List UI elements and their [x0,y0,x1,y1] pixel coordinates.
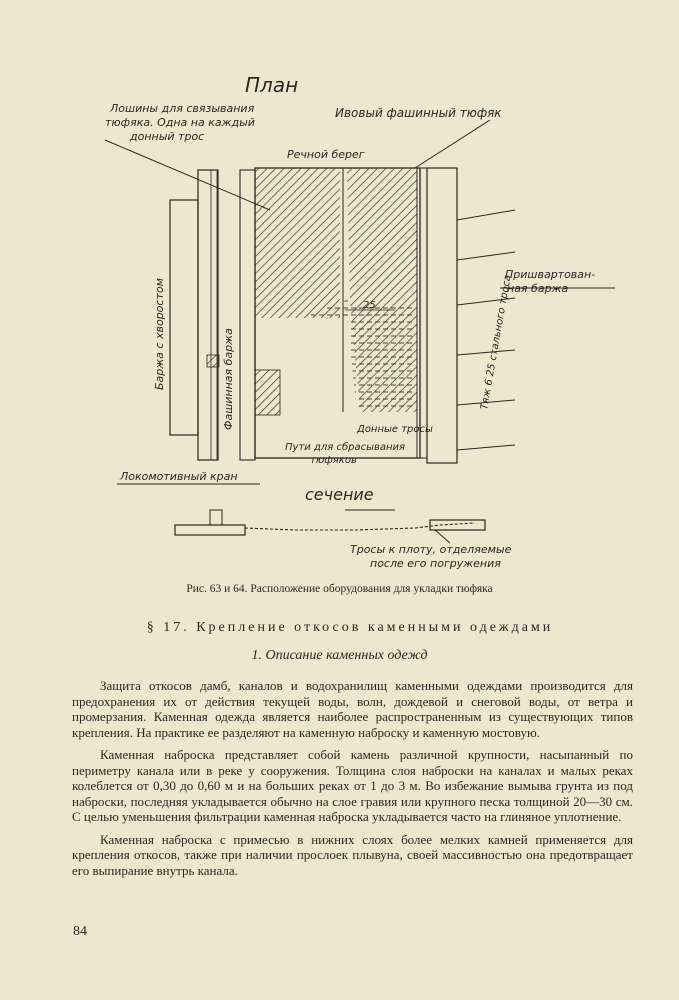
label-steel-rope: Тяж 6 25 стального троса [479,274,514,411]
crane-track [240,170,255,460]
section-rope [245,523,475,530]
dimension-25: 25 [363,300,376,311]
figure-caption: Рис. 63 и 64. Расположение оборудования для укладки тюфяка [186,583,493,595]
leader-ropes-raft [435,530,450,543]
label-ropes-line1: Лошины для связывания [110,102,255,115]
mattress-hatched-left [255,168,340,318]
label-moored-line2: ная баржа [507,282,569,295]
label-paths-line2: тюфяков [310,455,357,466]
label-locomotive-crane: Локомотивный кран [120,470,238,483]
section-heading: § 17. Крепление откосов каменными одеждами [146,620,554,635]
plan-title: План [245,73,299,97]
fascine-barge-inner [211,170,217,460]
rope-1 [457,210,515,220]
barge-with-brushwood [170,200,198,435]
mattress-rails [417,168,427,458]
page-number: 84 [73,924,87,939]
section-crane [210,510,222,525]
label-river-bank: Речной берег [287,148,365,161]
leader-willow [415,120,490,168]
mattress-small-block [255,370,280,415]
paragraph-2: Каменная наброска представляет собой камень различной крупности, насыпанный по периметру канала или в реке у сооружения. Толщина слоя наброски на каналах и малых реках колеблется от 0,30 до 0,60 м и на больших реках от 1 до 3 м. Во избежание вымыва грунта из под наброски, последняя укладывается обычно на слое гравия или крупного песка толщиной 20—30 см. С целью уменьшения фильтрации каменная наброска укладывается часто на глиняное уплотнение. [72,747,633,824]
paragraph-1: Защита откосов дамб, каналов и водохранилищ каменными одеждами производится для предохранения их от действия текущей воды, волн, дождевой и снеговой воды, от ветра и промерзания. Каменная одежда является наиболее распространенным из существующих типов крепления. На практике ее разделяют на каменную наброску и каменную мостовую. [72,678,633,740]
label-moored-line1: Пришвартован- [505,268,596,281]
equipment-layout-figure [95,60,635,580]
figure-drawing [95,60,635,580]
rope-6 [457,445,515,450]
label-paths-line1: Пути для сбрасывания [285,442,406,453]
label-bottom-ropes: Донные тросы [357,424,433,435]
label-ropes-raft-line2: после его погружения [370,557,501,570]
label-willow-mattress: Ивовый фашинный тюфяк [335,106,502,120]
rope-4 [457,350,515,355]
section-title: сечение [305,485,374,504]
label-barge-brushwood: Баржа с хворостом [153,278,166,390]
label-ropes-line2: тюфяка. Одна на каждый [105,116,255,129]
label-fascine-barge: Фашинная баржа [222,328,235,430]
fascine-barge [198,170,218,460]
fascine-barge-block [207,355,219,367]
paragraph-3: Каменная наброска с примесью в нижних слоях более мелких камней применяется для крепления откосов, также при наличии прослоек плывуна, своей массивностью она предотвращает его выпирание внутрь канала. [72,831,633,878]
rope-2 [457,252,515,260]
section-barge [175,525,245,535]
label-ropes-raft-line1: Тросы к плоту, отделяемые [350,543,512,556]
subsection-heading: 1. Описание каменных одежд [251,648,428,663]
moored-barge [427,168,457,463]
label-ropes-line3: донный трос [130,130,205,143]
body-text [72,678,633,885]
section-raft [430,520,485,530]
